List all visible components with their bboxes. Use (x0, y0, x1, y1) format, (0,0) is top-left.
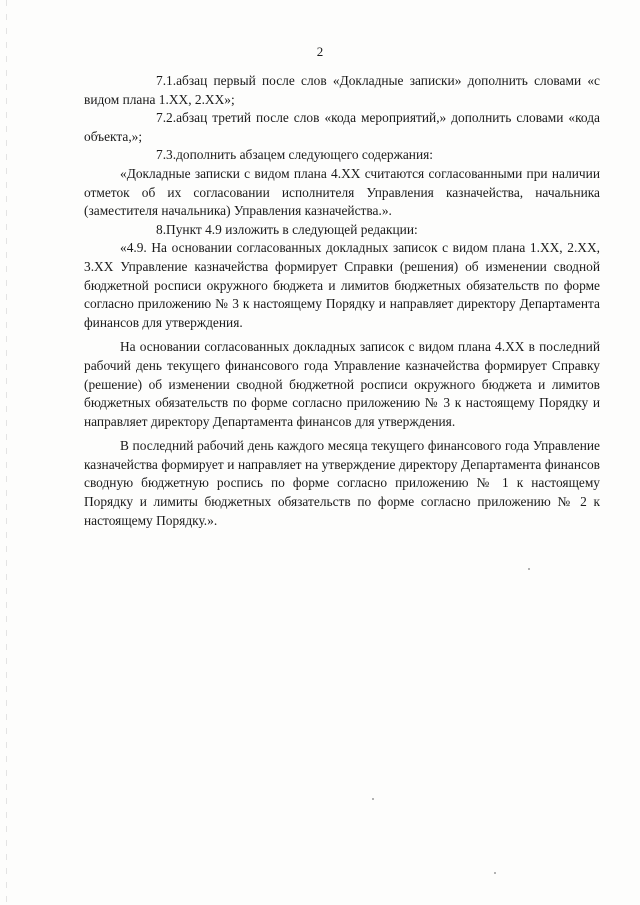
paragraph-7-2 (84, 109, 600, 146)
paragraph-quote-4xx (84, 165, 600, 221)
paragraph-text: абзац первый после слов «Докладные записки» дополнить словами «с видом плана 1.ХХ, 2.ХХ»; (84, 73, 600, 107)
paragraph-text: Пункт 4.9 изложить в следующей редакции: (166, 221, 418, 237)
paragraph-number: 7.2. (156, 110, 177, 126)
paragraph-text: абзац третий после слов «кода мероприятий,» дополнить словами «кода объекта,»; (84, 110, 600, 144)
scan-speck (494, 872, 496, 874)
paragraph-monthly (84, 437, 600, 530)
page-number: 2 (316, 44, 324, 59)
paragraph-text: «4.9. На основании согласованных докладных записок с видом плана 1.ХХ, 2.ХХ, 3.ХХ Управление казначейства формирует Справки (решения) об изменении сводной бюджетной росписи окружного бюджета и лимитов бюджетных обязательств по форме согласно приложению № 3 к настоящему Порядку и направляет директору Департамента финансов для утверждения. (84, 240, 600, 330)
paragraph-text: В последний рабочий день каждого месяца текущего финансового года Управление казначейства формирует и направляет на утверждение директору Департамента финансов сводную бюджетную роспись по форме согласно приложению № 1 к настоящему Порядку и лимиты бюджетных обязательств по форме согласно приложению № 2 к настоящему Порядку.». (84, 438, 600, 528)
paragraph-7-3 (84, 146, 600, 165)
paragraph-number: 8. (156, 221, 167, 237)
scan-speck (528, 568, 530, 570)
paragraph-8 (84, 221, 600, 240)
paragraph-text: «Докладные записки с видом плана 4.ХХ считаются согласованными при наличии отметок об их согласовании исполнителя Управления казначейства, начальника (заместителя начальника) Управления казначейства.». (84, 165, 600, 219)
paragraph-4-9 (84, 239, 600, 332)
paragraph-text: На основании согласованных докладных записок с видом плана 4.ХХ в последний рабочий день текущего финансового года Управление казначейства формирует Справку (решение) об изменении сводной бюджетной росписи окружного бюджета и лимитов бюджетных обязательств по форме согласно приложению № 3 к настоящему Порядку и направляет директору Департамента финансов для утверждения. (84, 339, 600, 429)
document-body (84, 72, 600, 530)
paragraph-7-1 (84, 72, 600, 109)
scan-edge-artifact (6, 0, 7, 905)
paragraph-4xx-last-day (84, 338, 600, 431)
paragraph-number: 7.3. (156, 147, 177, 163)
scan-speck (372, 798, 374, 800)
paragraph-number: 7.1. (156, 73, 177, 88)
paragraph-text: дополнить абзацем следующего содержания: (176, 147, 433, 163)
